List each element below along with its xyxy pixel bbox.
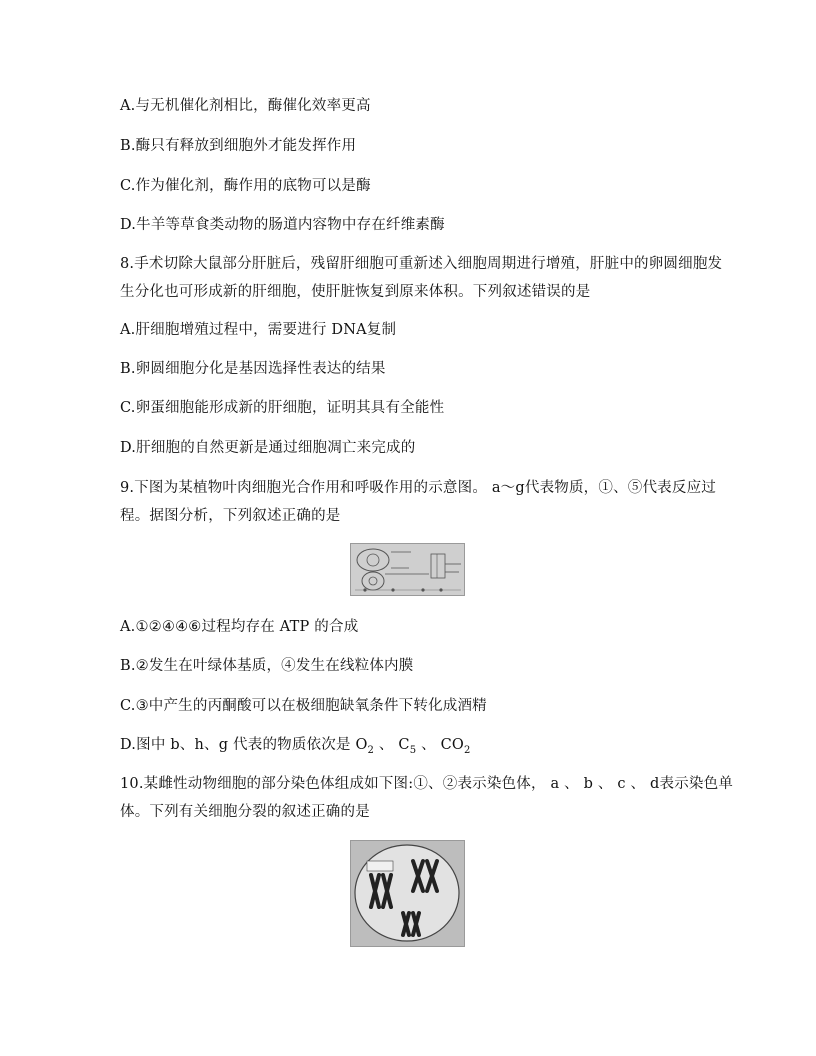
q9-option-d-mid2: 、 CO	[416, 737, 464, 753]
q7-option-d: D.牛羊等草食类动物的肠道内容物中存在纤维素酶	[120, 217, 445, 233]
photosynthesis-respiration-figure	[350, 543, 465, 596]
q8-option-a: A.肝细胞增殖过程中，需要进行 DNA复制	[120, 322, 397, 338]
q9-option-d-sub3: 2	[464, 744, 471, 756]
q9-option-d-prefix: D.图中 b、h、g 代表的物质依次是 O	[120, 737, 368, 753]
q8-option-d: D.肝细胞的自然更新是通过细胞凋亡来完成的	[120, 440, 416, 456]
chromosome-diagram-sketch	[351, 841, 464, 946]
q7-option-c: C.作为催化剂，酶作用的底物可以是酶	[120, 178, 371, 194]
q8-option-b: B.卵圆细胞分化是基因选择性表达的结果	[120, 361, 386, 377]
q9-option-d-mid1: 、 C	[374, 737, 410, 753]
q8-stem-line2: 生分化也可形成新的肝细胞，使肝脏恢复到原来体积。下列叙述错误的是	[120, 284, 591, 300]
q8-stem-line1: 8.手术切除大鼠部分肝脏后，残留肝细胞可重新述入细胞周期进行增殖，肝脏中的卵圆细胞发	[120, 256, 723, 272]
q8-option-c: C.卵蛋细胞能形成新的肝细胞，证明其具有全能性	[120, 400, 445, 416]
q9-option-d	[120, 735, 471, 755]
q9-option-b: B.②发生在叶绿体基质，④发生在线粒体内膜	[120, 658, 414, 674]
q9-stem-line1: 9.下图为某植物叶肉细胞光合作用和呼吸作用的示意图。 a～g代表物质，①、⑤代表反应过	[120, 480, 716, 496]
chromosome-figure	[350, 840, 465, 947]
q9-option-a: A.①②④④⑥过程均存在 ATP 的合成	[120, 619, 359, 635]
q7-option-a: A.与无机催化剂相比，酶催化效率更高	[120, 98, 371, 114]
photosynthesis-diagram-sketch	[351, 544, 464, 595]
q9-option-c: C.③中产生的丙酮酸可以在极细胞缺氧条件下转化成酒精	[120, 698, 487, 714]
q10-stem-line2: 体。下列有关细胞分裂的叙述正确的是	[120, 804, 370, 820]
q9-stem-line2: 程。据图分析，下列叙述正确的是	[120, 508, 341, 524]
q9-option-d-sub1: 2	[367, 744, 375, 756]
q7-option-b: B.酶只有释放到细胞外才能发挥作用	[120, 138, 357, 154]
q9-option-d-sub2: 5	[409, 744, 417, 756]
q10-stem-line1: 10.某雌性动物细胞的部分染色体组成如下图:①、②表示染色体， a 、 b 、 c 、 d表示染色单	[120, 776, 734, 792]
